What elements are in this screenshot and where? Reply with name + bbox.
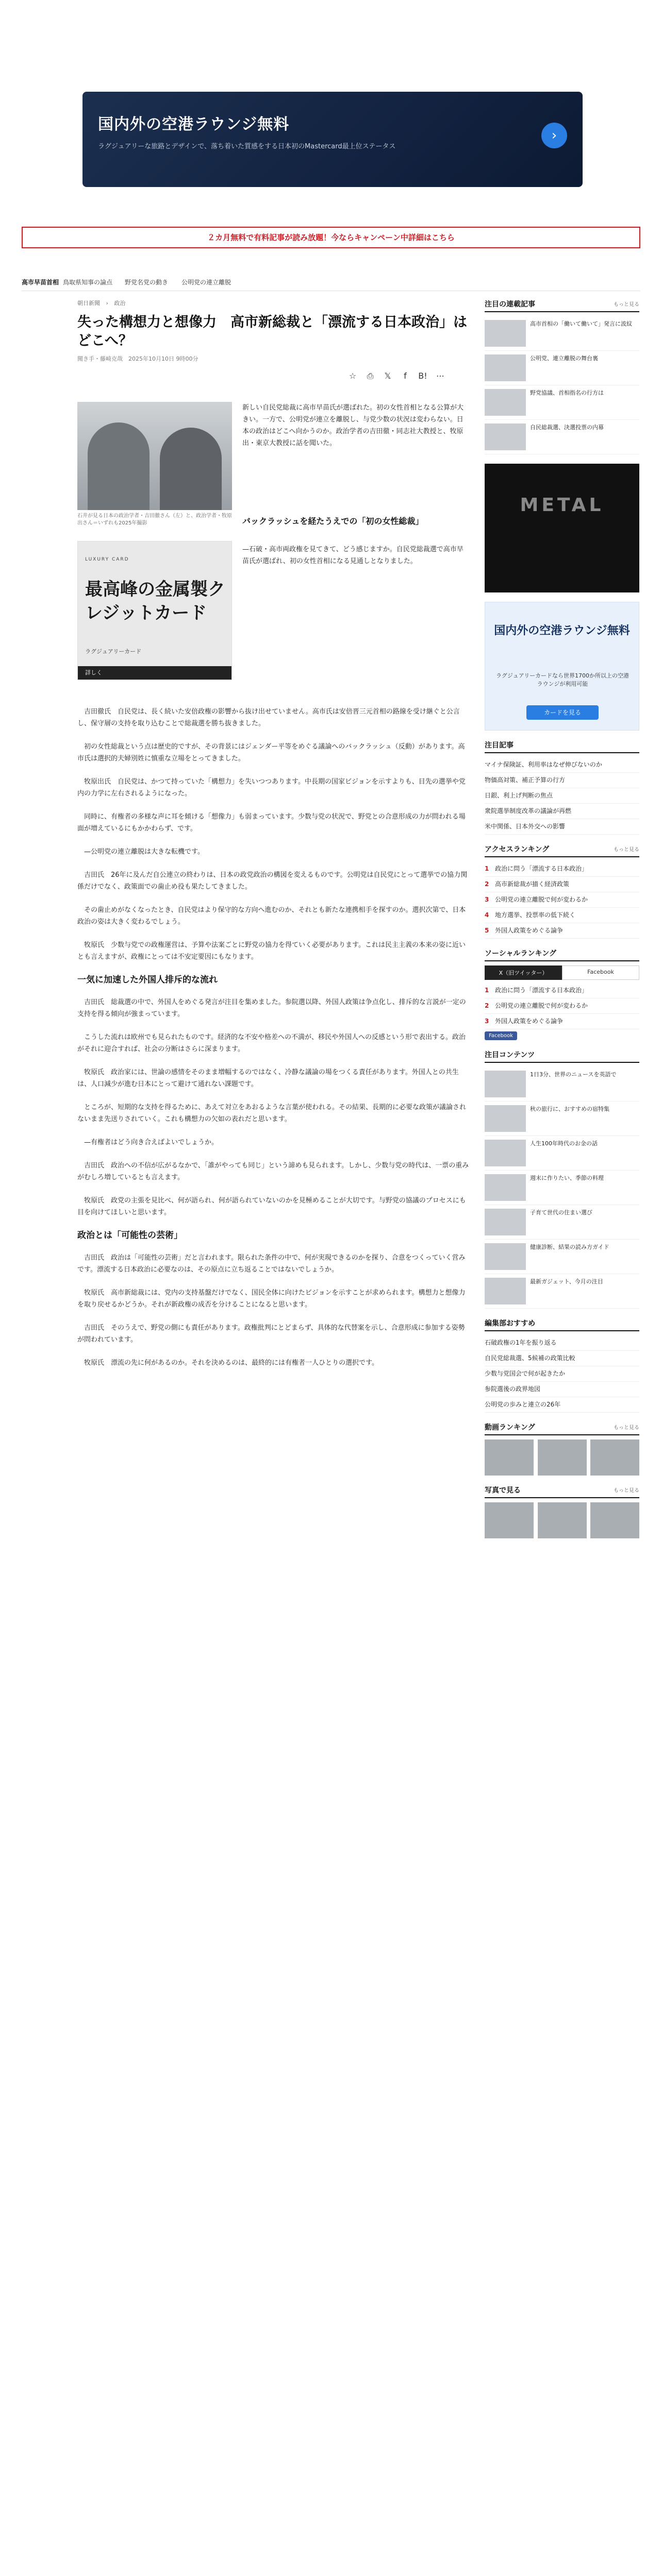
list-item[interactable] <box>485 1101 639 1136</box>
breadcrumb-separator: › <box>106 300 108 307</box>
nav-item-3[interactable]: 公明党の連立離脱 <box>181 279 231 286</box>
list-item[interactable] <box>485 788 639 804</box>
article-paragraph: 同時に、有権者の多様な声に耳を傾ける「想像力」も弱まっています。少数与党の状況で、野党との合意形成の力が問われる場面が増えているにもかかわらず、です。 <box>77 813 466 833</box>
article-paragraph: その歯止めがなくなったとき、自民党はより保守的な方向へ進むのか、それとも新たな連携相手を探すのか。選択次第で、日本政治の姿は大きく変わるでしょう。 <box>77 906 466 926</box>
article-paragraph: —公明党の連立離脱は大きな転機です。 <box>84 848 204 856</box>
thumbnail <box>485 320 526 347</box>
promo-bar-text: ２カ月無料で有料記事が読み放題！今ならキャンペーン中詳細はこちら <box>207 233 455 242</box>
ranking-title: 外国人政策をめぐる論争 <box>495 927 564 934</box>
list-item[interactable] <box>485 1014 639 1029</box>
article-paragraph: 吉田氏 26年に及んだ自公連立の終わりは、日本の政党政治の構図を変えるものです。公明党は自民党にとって選挙での協力関係だけでなく、政策面での歯止め役も果たしてきました。 <box>77 871 468 891</box>
list-item-title: 外国人政策をめぐる論争 <box>495 1018 564 1025</box>
sidebar-heading-text: ソーシャルランキング <box>485 950 557 958</box>
list-item-title: 参院選後の政界地図 <box>485 1385 541 1393</box>
ranking-item[interactable] <box>485 861 639 877</box>
hatena-share-icon[interactable]: B! <box>418 371 427 381</box>
rank-number: 1 <box>485 987 489 994</box>
article-lead: 新しい自民党総裁に高市早苗氏が選ばれた。初の女性首相となる公算が大きい。一方で、公明党が連立を離脱し、与党少数の状況は変わらない。日本の政治はどこへ向かうのか。政治学者の吉田徹・同志社大教授と、牧原出・東京大教授に話を聞いた。 <box>242 404 464 447</box>
list-item-title: 米中関係、日本外交への影響 <box>485 823 566 830</box>
list-item[interactable] <box>485 420 639 454</box>
photo-thumbnail[interactable] <box>485 1502 534 1538</box>
ranking-item[interactable] <box>485 892 639 908</box>
thumbnail <box>485 1278 526 1304</box>
x-share-icon[interactable]: 𝕏 <box>384 371 391 381</box>
bookmark-icon[interactable]: ☆ <box>349 371 357 381</box>
breadcrumb-item[interactable]: 朝日新聞 <box>77 300 100 307</box>
sidebar-heading <box>485 948 639 961</box>
video-thumbnail[interactable] <box>485 1439 534 1476</box>
more-link[interactable]: もっと見る <box>614 847 639 853</box>
sidebar-ad-metal[interactable] <box>485 464 639 592</box>
list-item[interactable] <box>485 757 639 773</box>
list-item-title: 公明党、連立離脱の舞台裏 <box>530 355 598 362</box>
sidebar-access-ranking <box>485 844 639 939</box>
sidebar-heading-text: 注目コンテンツ <box>485 1051 535 1059</box>
card-ad-title: 最高峰の金属製クレジットカード <box>85 579 225 623</box>
sidebar-editor-picks <box>485 1318 639 1413</box>
ranking-title: 地方選挙、投票率の低下続く <box>495 911 576 919</box>
list-item[interactable] <box>485 998 639 1014</box>
list-item-title: 政治に問う「漂流する日本政治」 <box>495 987 588 994</box>
list-item[interactable] <box>485 1335 639 1351</box>
sidebar-heading <box>485 1318 639 1331</box>
section-heading: 一気に加速した外国人排斥的な流れ <box>77 975 218 985</box>
thumbnail <box>485 1209 526 1235</box>
print-icon[interactable]: ⎙ <box>367 371 374 381</box>
section-heading: 政治とは「可能性の芸術」 <box>77 1230 183 1241</box>
nav-item-2[interactable]: 野党名党の動き <box>125 279 169 286</box>
article-paragraph: 牧原出氏 自民党は、かつて持っていた「構想力」を失いつつあります。中長期の国家ビジョンを示すよりも、目先の選挙や党内の力学に左右されるようになった。 <box>77 778 466 798</box>
thumbnail <box>485 389 526 416</box>
rank-number: 2 <box>485 1002 489 1009</box>
card-ad-button[interactable]: 詳しく <box>78 666 231 680</box>
article-main <box>77 299 469 2576</box>
list-item[interactable] <box>485 385 639 420</box>
list-item-title: 人生100年時代のお金の話 <box>530 1140 598 1147</box>
article-paragraph: 牧原氏 政治家には、世論の感情をそのまま増幅するのではなく、冷静な議論の場をつくる責任があります。外国人との共生は、人口減少が進む日本にとって避けて通れない課題です。 <box>77 1069 459 1088</box>
rank-number: 5 <box>485 927 489 934</box>
rank-number: 4 <box>485 911 489 919</box>
sidebar-heading-text: 動画ランキング <box>485 1423 535 1432</box>
breadcrumb <box>77 299 469 309</box>
ranking-item[interactable] <box>485 877 639 892</box>
photo-thumbnail[interactable] <box>538 1502 587 1538</box>
arrow-right-icon[interactable]: › <box>541 123 567 148</box>
rank-number: 2 <box>485 880 489 888</box>
ad2-sub: ラグジュアリーカードなら世界1700か所以上の空港ラウンジが利用可能 <box>495 672 630 687</box>
ranking-item[interactable] <box>485 923 639 939</box>
list-item-title: 少数与党国会で何が起きたか <box>485 1370 566 1377</box>
article-paragraph: 牧原氏 漂流の先に何があるのか。それを決めるのは、最終的には有権者一人ひとりの選択です。 <box>84 1359 378 1367</box>
video-grid <box>485 1439 639 1476</box>
promo-bar[interactable] <box>22 227 640 248</box>
list-item-title: 最新ガジェット、今月の注目 <box>530 1278 603 1285</box>
more-link[interactable]: もっと見る <box>614 1488 639 1494</box>
article-paragraph: 吉田氏 政治への不信が広がるなかで、「誰がやっても同じ」という諦めも見られます。しかし、少数与党の時代は、一票の重みがむしろ増しているとも言えます。 <box>77 1162 469 1181</box>
share-row <box>345 369 469 384</box>
sidebar-picks <box>485 1049 639 1309</box>
list-item[interactable] <box>485 1397 639 1413</box>
video-thumbnail[interactable] <box>538 1439 587 1476</box>
sidebar-heading <box>485 1485 639 1498</box>
list-item-title: 物価高対策、補正予算の行方 <box>485 776 566 784</box>
facebook-button[interactable]: Facebook <box>485 1031 517 1040</box>
rank-number: 1 <box>485 865 489 872</box>
article-body <box>77 706 469 1380</box>
sidebar-ad-lounge[interactable] <box>485 602 639 731</box>
sidebar-heading-text: 写真で見る <box>485 1486 521 1495</box>
photo-grid <box>485 1502 639 1538</box>
list-item-title: 自民総裁選、決選投票の内幕 <box>530 424 604 431</box>
more-link[interactable]: もっと見る <box>614 1425 639 1431</box>
list-item-title: 秋の旅行に、おすすめの宿特集 <box>530 1106 610 1112</box>
list-item-title: 公明党の連立離脱で何が変わるか <box>495 1002 588 1009</box>
topic-nav <box>22 276 640 291</box>
list-item[interactable] <box>485 1136 639 1171</box>
video-thumbnail[interactable] <box>590 1439 639 1476</box>
more-share-icon[interactable]: ⋯ <box>436 371 444 381</box>
sidebar-heading <box>485 299 639 312</box>
card-ad-sub: ラグジュアリーカード <box>85 648 142 655</box>
article-body-intro: —石破・高市両政権を見てきて、どう感じますか。自民党総裁選で高市早苗氏が選ばれ、初の女性首相になる見通しとなりました。 <box>242 546 464 565</box>
sidebar-social-ranking <box>485 948 639 1040</box>
sidebar-photos <box>485 1485 639 1538</box>
social-tabs <box>485 965 639 980</box>
list-item-title: 健康診断、結果の読み方ガイド <box>530 1244 609 1250</box>
list-item-title: マイナ保険証、利用率はなぜ伸びないのか <box>485 761 602 768</box>
ranking-title: 高市新総裁が描く経済政策 <box>495 880 570 888</box>
portrait-left <box>88 422 150 510</box>
article-headline: 失った構想力と想像力 高市新総裁と「漂流する日本政治」はどこへ？ <box>77 314 467 349</box>
sidebar-featured <box>485 740 639 835</box>
article-subhead: バックラッシュを経たうえでの「初の女性総裁」 <box>242 516 424 526</box>
list-item-title: 高市首相の「働いて働いて」発言に波紋 <box>530 320 632 327</box>
ad2-title: 国内外の空港ラウンジ無料 <box>494 624 630 637</box>
tab-x[interactable]: X（旧ツイッター） <box>485 965 562 980</box>
facebook-share-icon[interactable]: f <box>404 371 407 381</box>
article-paragraph: ところが、短期的な支持を得るために、あえて対立をあおるような言葉が使われる。その結果、長期的に必要な政策が議論されないまま先送りされていく。これも構想力の欠如の表れだと思います。 <box>77 1104 467 1123</box>
list-item[interactable] <box>485 1067 639 1101</box>
list-item-title: 野党協議、首相指名の行方は <box>530 389 604 396</box>
list-item[interactable] <box>485 983 639 998</box>
article-paragraph: 牧原氏 政党の主張を見比べ、何が語られ、何が語られていないのかを見極めることが大切です。与野党の協議のプロセスにも目を向けてほしいと思います。 <box>77 1197 466 1216</box>
thumbnail <box>485 1243 526 1270</box>
more-link[interactable]: もっと見る <box>614 302 639 308</box>
rank-number: 3 <box>485 896 489 903</box>
nav-item-1[interactable]: 鳥取県知事の論点 <box>63 279 113 286</box>
list-item[interactable] <box>485 1171 639 1205</box>
list-item[interactable] <box>485 1205 639 1240</box>
photo-caption: 石井が見る日本の政治学者・吉田徹さん（左）と、政治学者・牧原出さん＝いずれも2025年撮影 <box>77 513 232 526</box>
list-item[interactable] <box>485 1382 639 1397</box>
thumbnail <box>485 1174 526 1201</box>
card-ad-label: LUXURY CARD <box>85 557 129 562</box>
thumbnail <box>485 423 526 450</box>
sidebar-heading <box>485 1422 639 1435</box>
list-item[interactable] <box>485 1351 639 1366</box>
ranking-item[interactable] <box>485 908 639 923</box>
sidebar-heading <box>485 740 639 753</box>
inline-card-ad[interactable] <box>77 541 232 680</box>
sidebar-video-ranking <box>485 1422 639 1476</box>
sidebar-heading-text: アクセスランキング <box>485 845 550 854</box>
nav-brand[interactable]: 高市早苗首相 <box>22 279 59 286</box>
article-paragraph: 吉田氏 そのうえで、野党の側にも責任があります。政権批判にとどまらず、具体的な代替案を示し、合意形成に参加する姿勢が問われています。 <box>77 1324 465 1344</box>
ranking-title: 公明党の連立離脱で何が変わるか <box>495 896 588 903</box>
ad-metal-text: METAL <box>520 495 604 516</box>
article-paragraph: —有権者はどう向き合えばよいでしょうか。 <box>84 1139 219 1146</box>
article-paragraph: 初の女性総裁という点は歴史的ですが、その背景にはジェンダー平等をめぐる議論へのバックラッシュ（反動）があります。高市氏は選択的夫婦別姓に慎重な立場をとってきました。 <box>77 743 465 762</box>
list-item-title: 子育て世代の住まい選び <box>530 1209 592 1216</box>
article-paragraph: 吉田氏 総裁選の中で、外国人をめぐる発言が注目を集めました。参院選以降、外国人政策は争点化し、排斥的な言説が一定の支持を得る傾向が強まっています。 <box>77 998 466 1018</box>
thumbnail <box>485 1071 526 1097</box>
sidebar-heading <box>485 844 639 857</box>
list-item-title: 1日3分、世界のニュースを英語で <box>530 1071 617 1078</box>
list-item[interactable] <box>485 351 639 385</box>
list-item-title: 自民党総裁選、5候補の政策比較 <box>485 1354 575 1362</box>
breadcrumb-item[interactable]: 政治 <box>114 300 126 307</box>
list-item-title: 日銀、利上げ判断の焦点 <box>485 792 553 799</box>
article-paragraph: 吉田徹氏 自民党は、長く続いた安倍政権の影響から抜け出せていません。高市氏は安倍晋三元首相の路線を受け継ぐと公言し、保守層の支持を取り込むことで総裁選を勝ち抜きました。 <box>77 708 460 727</box>
ad2-button[interactable]: カードを見る <box>526 705 599 720</box>
article-paragraph: こうした流れは欧州でも見られたものです。経済的な不安や格差への不満が、移民や外国人への反感という形で表出する。政治がそれに迎合すれば、社会の分断はさらに深まります。 <box>77 1033 466 1053</box>
tab-facebook[interactable]: Facebook <box>562 965 639 980</box>
list-item-title: 週末に作りたい、季節の料理 <box>530 1175 604 1181</box>
article-paragraph: 牧原氏 少数与党での政権運営は、予算や法案ごとに野党の協力を得ていく必要があります。これは民主主義の本来の姿に近いとも言えますが、政権にとっては不安定要因にもなります。 <box>77 941 466 961</box>
list-item-title: 石破政権の1年を振り返る <box>485 1339 557 1346</box>
article-photo[interactable] <box>77 402 232 510</box>
thumbnail <box>485 354 526 381</box>
top-ad-title: 国内外の空港ラウンジ無料 <box>98 115 290 133</box>
list-item[interactable] <box>485 804 639 819</box>
sidebar-heading-text: 注目の連載記事 <box>485 300 535 309</box>
sidebar <box>485 299 639 2576</box>
list-item[interactable] <box>485 1240 639 1274</box>
top-ad-subtitle: ラグジュアリーな旅路とデザインで、落ち着いた質感をする日本初のMastercard最上位ステータス <box>98 143 396 150</box>
thumbnail <box>485 1105 526 1132</box>
sidebar-heading-text: 編集部おすすめ <box>485 1319 536 1328</box>
portrait-right <box>160 428 222 510</box>
list-item[interactable] <box>485 773 639 788</box>
sidebar-heading-text: 注目記事 <box>485 741 514 750</box>
photo-thumbnail[interactable] <box>590 1502 639 1538</box>
sidebar-featured-series <box>485 299 639 454</box>
list-item[interactable] <box>485 1366 639 1382</box>
article-paragraph: 吉田氏 政治は「可能性の芸術」だと言われます。限られた条件の中で、何が実現できるのかを探り、合意をつくっていく営みです。漂流する日本政治に必要なのは、その原点に立ち返ることではないでしょうか。 <box>77 1254 466 1274</box>
list-item-title: 公明党の歩みと連立の26年 <box>485 1401 561 1408</box>
list-item[interactable] <box>485 819 639 835</box>
article-meta: 聞き手・藤崎克哉 2025年10月10日 9時00分 <box>77 355 198 362</box>
ranking-title: 政治に問う「漂流する日本政治」 <box>495 865 588 872</box>
list-item[interactable] <box>485 1274 639 1309</box>
top-ad-banner[interactable] <box>82 92 583 187</box>
article-paragraph: 牧原氏 高市新総裁には、党内の支持基盤だけでなく、国民全体に向けたビジョンを示すことが求められます。構想力と想像力を取り戻せるかどうか。それが新政権の成否を分けることになると思います。 <box>77 1289 466 1309</box>
list-item[interactable] <box>485 316 639 351</box>
rank-number: 3 <box>485 1018 489 1025</box>
thumbnail <box>485 1140 526 1166</box>
sidebar-heading <box>485 1049 639 1063</box>
list-item-title: 衆院選挙制度改革の議論が再燃 <box>485 807 572 815</box>
